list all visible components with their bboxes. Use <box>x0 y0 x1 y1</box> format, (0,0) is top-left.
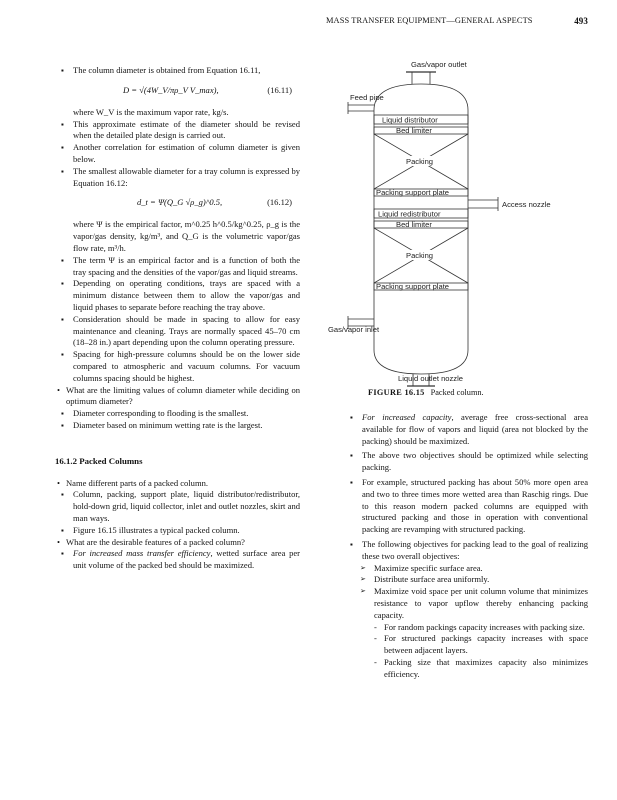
label-liquid-redistributor: Liquid redistributor <box>378 209 441 219</box>
label-bed-limiter-2: Bed limiter <box>396 220 432 229</box>
running-title: MASS TRANSFER EQUIPMENT—GENERAL ASPECTS <box>326 16 533 25</box>
sub-sub-list-item: - Packing size that maximizes capacity also minimizes efficiency. <box>344 657 588 681</box>
sub-list-item: ➢ Maximize void space per unit column volume that minimizes resistance to vapor upflow thereby enhancing packing capacity. <box>344 586 588 621</box>
left-column <box>55 65 300 572</box>
label-liquid-distributor: Liquid distributor <box>382 115 438 125</box>
label-gas-outlet: Gas/vapor outlet <box>411 60 467 69</box>
list-item: ▪ Consideration should be made in spacing to allow for easy maintenance and cleaning. Trays are normally spaced 45–70 cm (18–28 in.) apart depending upon the column operating pressure. <box>55 314 300 349</box>
list-item <box>344 412 588 447</box>
question: • What are the desirable features of a packed column? <box>55 537 300 549</box>
question: • Name different parts of a packed column. <box>55 478 300 490</box>
equation-number: (16.12) <box>267 197 292 208</box>
caption-text: Packed column. <box>430 388 484 397</box>
paragraph: where W_V is the maximum vapor rate, kg/s. <box>73 106 229 117</box>
sub-sub-list-item: - For random packings capacity increases with packing size. <box>344 622 588 634</box>
equation-number: (16.11) <box>267 84 292 95</box>
sub-list-item: ➢ Distribute surface area uniformly. <box>344 574 588 586</box>
right-column <box>344 412 588 681</box>
figure-caption <box>368 388 484 397</box>
label-feed-pipe: Feed pipe <box>350 93 384 102</box>
list-item: ▪ Diameter based on minimum wetting rate is the largest. <box>55 420 300 432</box>
list-item <box>55 65 300 77</box>
equation-16-11 <box>55 80 300 104</box>
equation-formula: d_t = Ψ(Q_G √ρ_g)^0.5, <box>137 197 223 208</box>
list-item: ▪ The above two objectives should be optimized while selecting packing. <box>344 450 588 474</box>
list-item: ▪ The smallest allowable diameter for a tray column is expressed by Equation 16.12: <box>55 166 300 190</box>
label-liquid-outlet: Liquid outlet nozzle <box>398 374 464 383</box>
list-item: ▪ The following objectives for packing lead to the goal of realizing these two overall objectives: <box>344 539 588 563</box>
label-support-plate-2: Packing support plate <box>376 282 450 291</box>
equation-formula: D = √(4W_V/πρ_V V_max), <box>123 84 219 95</box>
list-item: ▪ Another correlation for estimation of column diameter is given below. <box>55 142 300 166</box>
section-heading: 16.1.2 Packed Columns <box>55 455 143 466</box>
sub-list-item: ➢ Maximize specific surface area. <box>344 563 588 575</box>
list-item: ▪ For example, structured packing has about 50% more open area and two to three times more wetted area than Raschig rings. Due to this reason modern packed columns are equipped with structured packing and those in operation with conventional packing are revamping with structured packing. <box>344 477 588 536</box>
list-item: ▪ The term Ψ is an empirical factor and is a function of both the tray spacing and the densities of the vapor/gas and liquid streams. <box>55 255 300 279</box>
paragraph: where Ψ is the empirical factor, m^0.25 h^0.5/kg^0.25, ρ_g is the vapor/gas density, kg/m³, and Q_G is the volumetric vapor/gas flow rate, m³/h. <box>73 219 300 253</box>
list-item <box>55 548 300 572</box>
list-item: ▪ Depending on operating conditions, trays are spaced with a minimum distance between them to allow the vapor/gas and liquid phases to separate before reaching the tray above. <box>55 278 300 313</box>
emphasis-text: For increased mass transfer efficiency <box>73 548 211 559</box>
label-gas-inlet: Gas/vapor inlet <box>328 325 380 334</box>
label-access-nozzle: Access nozzle <box>502 200 551 209</box>
label-bed-limiter-1: Bed limiter <box>396 126 432 135</box>
emphasis-text: For increased capacity <box>362 412 452 422</box>
label-packing-1: Packing <box>406 157 434 166</box>
paragraph-text: , average free cross-sectional area available for flow of vapors and liquid (area not blocked by the packing) should be maximized. <box>362 412 588 446</box>
label-support-plate-1: Packing support plate <box>376 188 450 197</box>
list-item: ▪ Diameter corresponding to flooding is the smallest. <box>55 408 300 420</box>
sub-sub-list-item: - For structured packings capacity increases with space between adjacent layers. <box>344 633 588 657</box>
list-item: ▪ Column, packing, support plate, liquid distributor/redistributor, hold-down grid, liquid collector, inlet and outlet nozzles, skirt and man ways. <box>55 489 300 524</box>
packed-column-figure <box>326 52 588 392</box>
label-packing-2: Packing <box>406 251 434 260</box>
list-item: ▪ Figure 16.15 illustrates a typical packed column. <box>55 525 300 537</box>
equation-16-12 <box>55 192 300 216</box>
page-number: 493 <box>574 16 588 26</box>
list-item: ▪ Spacing for high-pressure columns should be on the lower side compared to atmospheric and vacuum columns. For vacuum columns spacing should be highest. <box>55 349 300 384</box>
paragraph-text: The column diameter is obtained from Equation 16.11, <box>73 65 261 75</box>
paragraph-text: , wetted surface area per unit volume of the packed bed should be maximized. <box>73 548 300 571</box>
question: • What are the limiting values of column diameter while deciding on optimum diameter? <box>55 385 300 409</box>
list-item: ▪ This approximate estimate of the diameter should be revised when the detailed plate design is carried out. <box>55 119 300 143</box>
caption-label: FIGURE 16.15 <box>368 388 425 397</box>
